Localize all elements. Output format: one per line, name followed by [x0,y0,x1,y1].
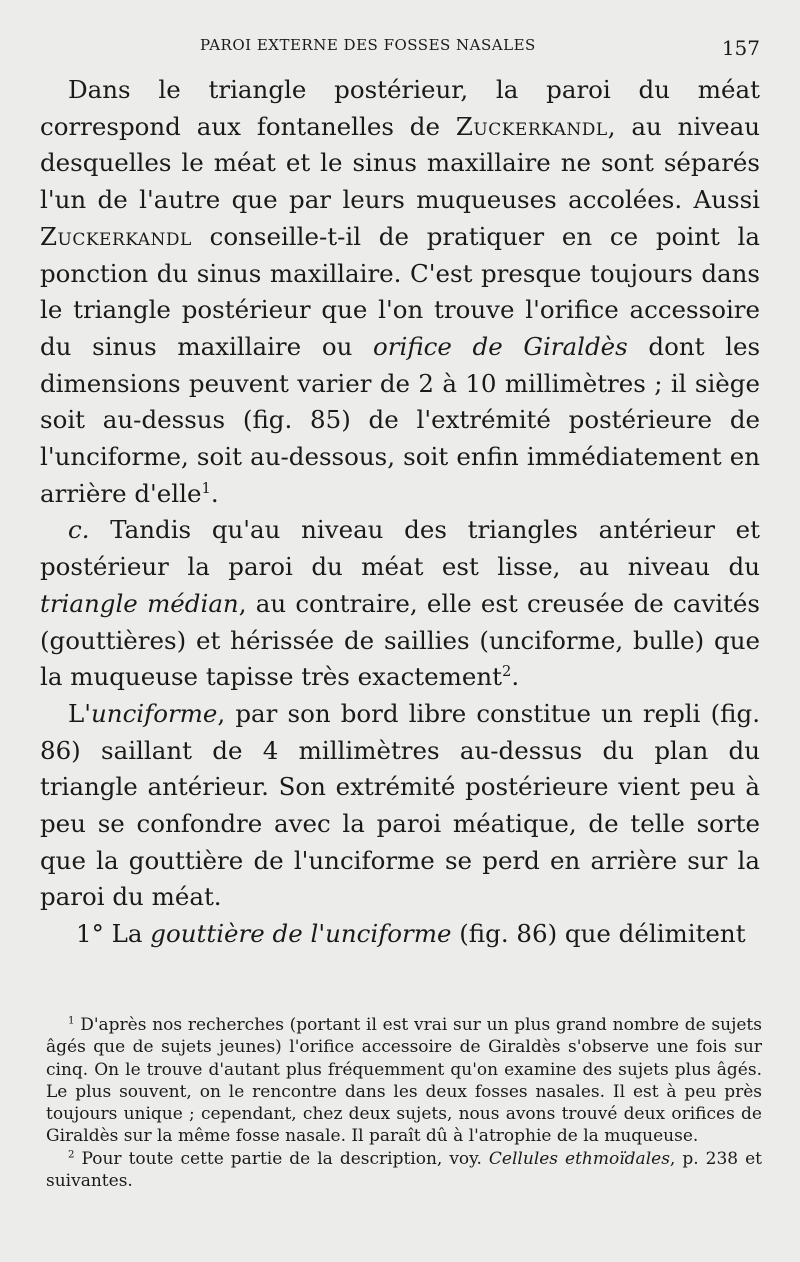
text-run: , au niveau desquelles le méat et le sinus maxillaire ne sont séparés l'un de l'autre que par leurs muqueuses accolées. Aussi [40,111,760,215]
footnote-mark: 2 [68,1149,75,1161]
footnotes [46,1014,762,1192]
author-name: Zuckerkandl [455,111,608,141]
paragraph-unciforme [40,696,760,916]
footnote-ref: 1 [201,479,211,497]
page-header [0,36,800,60]
text-run: Dans le triangle postérieur, la paroi du méat correspond aux fontanelles de [40,75,760,141]
italic-term: gouttière de l'unciforme [150,919,452,949]
paragraph-posterior-triangle [40,72,760,512]
main-text [40,72,760,953]
italic-term: unciforme [91,698,218,728]
footnote-1 [46,1014,762,1148]
author-name: Zuckerkandl [40,221,192,251]
text-run: (fig. 86) que délimitent [451,919,746,949]
text-run: , par son bord libre constitue un repli (fig. 86) saillant de 4 millimètres au-dessus du plan du triangle antérieur. Son extrémité postérieure vient peu à peu se confondre avec la paroi méatique, de telle sorte que la gouttière de l'unciforme se perd en arrière sur la paroi du méat. [40,698,760,912]
italic-term: Cellules ethmoïdales [488,1148,670,1169]
text-run: L' [68,698,92,728]
text-run: 1° La [76,919,151,949]
footnote-text: , p. 238 et suivantes. [46,1148,762,1192]
footnote-ref: 2 [502,663,512,681]
text-run: , au contraire, elle est creusée de cavités (gouttières) et hérissée de saillies (unciforme, bulle) que la muqueuse tapisse très exactement [40,588,760,692]
text-run: . [511,662,520,692]
paragraph-median-triangle [40,512,760,696]
running-title: PAROI EXTERNE DES FOSSES NASALES [200,36,536,54]
page-number: 157 [721,36,760,60]
footnote-mark: 1 [68,1015,75,1027]
text-run: conseille-t-il de pratiquer en ce point la ponction du sinus maxillaire. C'est presque toujours dans le triangle postérieur que l'on trouve l'orifice accessoire du sinus maxillaire ou [40,221,760,361]
section-letter: c. [68,515,90,545]
text-run: Tandis qu'au niveau des triangles antérieur et postérieur la paroi du méat est lisse, au niveau du [40,515,760,582]
italic-term: orifice de Giraldès [373,331,628,361]
italic-term: triangle médian [40,588,239,618]
footnote-2 [46,1148,762,1193]
paragraph-gouttiere [40,916,760,953]
text-run: . [210,478,219,508]
footnote-text: D'après nos recherches (portant il est vrai sur un plus grand nombre de sujets âgés que de sujets jeunes) l'orifice accessoire de Giraldès s'observe une fois sur cinq. On le trouve d'autant plus fréquemment qu'on examine des sujets plus âgés. Le plus souvent, on le rencontre dans les deux fosses nasales. Il est à peu près toujours unique ; cependant, chez deux sujets, nous avons trouvé deux orifices de Giraldès sur la même fosse nasale. Il paraît dû à l'atrophie de la muqueuse. [46,1015,762,1147]
text-run: dont les dimensions peuvent varier de 2 à 10 millimètres ; il siège soit au-dessus (fig. 85) de l'extrémité postérieure de l'unciforme, soit au-dessous, soit enfin immédiatement en arrière d'elle [40,331,761,508]
footnote-text: Pour toute cette partie de la description, voy. [74,1148,489,1169]
